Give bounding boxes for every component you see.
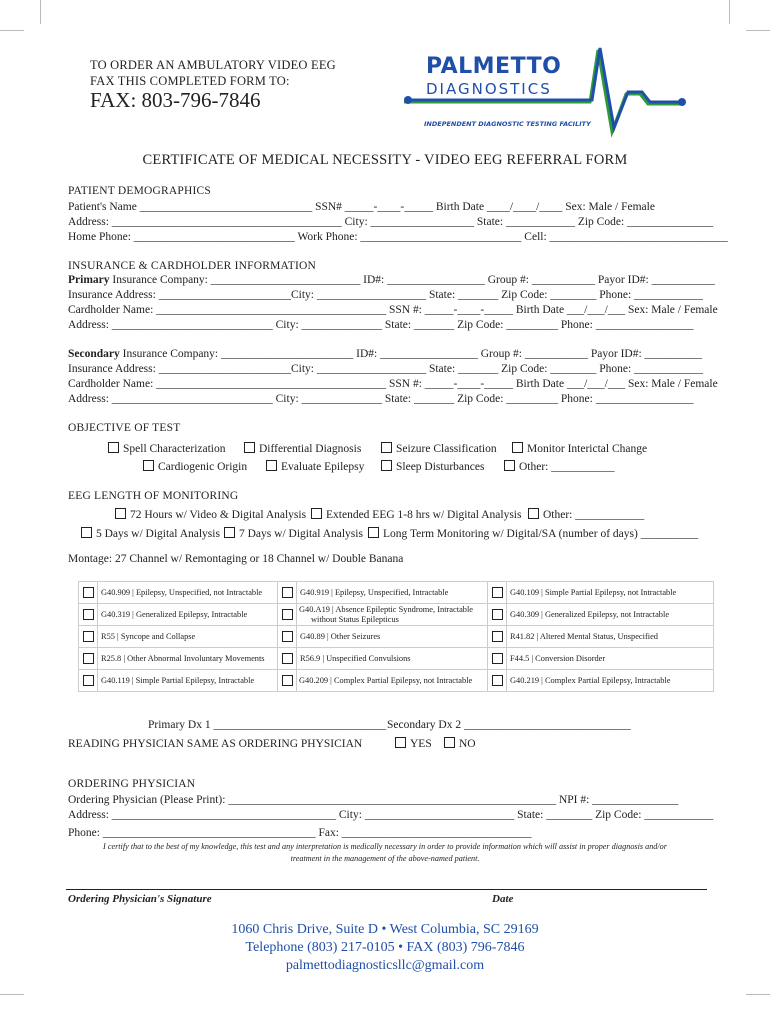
ordering-section-heading: ORDERING PHYSICIAN bbox=[68, 778, 196, 790]
length-7day-label: 7 Days w/ Digital Analysis bbox=[239, 528, 363, 540]
length-extended-checkbox[interactable] bbox=[311, 508, 521, 521]
objective-other-checkbox[interactable] bbox=[504, 460, 615, 473]
footer-address: 1060 Chris Drive, Suite D • West Columbia, SC 29169 bbox=[231, 922, 539, 937]
code-cell: G40.219 | Complex Partial Epilepsy, Intractable bbox=[507, 670, 714, 692]
diagnosis-code-table bbox=[78, 581, 714, 692]
checkbox[interactable] bbox=[83, 675, 94, 686]
checkbox[interactable] bbox=[282, 587, 293, 598]
code-cell: R56.9 | Unspecified Convulsions bbox=[297, 648, 488, 670]
checkbox[interactable] bbox=[282, 631, 293, 642]
code-cell: R41.82 | Altered Mental Status, Unspecified bbox=[507, 626, 714, 648]
crop-mark bbox=[0, 994, 24, 995]
checkbox[interactable] bbox=[282, 653, 293, 664]
objective-differential-label: Differential Diagnosis bbox=[259, 443, 362, 455]
length-other-checkbox[interactable] bbox=[528, 508, 644, 521]
primary-dx-field[interactable]: Primary Dx 1 ______________________________ bbox=[148, 719, 386, 731]
checkbox[interactable] bbox=[528, 508, 539, 519]
fax-number: FAX: 803-796-7846 bbox=[90, 88, 261, 112]
reading-physician-question: READING PHYSICIAN SAME AS ORDERING PHYSICIAN bbox=[68, 738, 363, 750]
patient-line-address[interactable]: Address: ________________________________________ City: __________________ State: ____________ Zip Code: _______________ bbox=[68, 216, 714, 228]
patient-line-name[interactable]: Patient's Name ______________________________ SSN# _____-____-_____ Birth Date ____/____/____ Sex: Male / Female bbox=[68, 201, 655, 213]
reading-yes-checkbox[interactable] bbox=[395, 737, 432, 750]
code-cell: G40.909 | Epilepsy, Unspecified, not Intractable bbox=[98, 582, 278, 604]
checkbox[interactable] bbox=[266, 460, 277, 471]
code-cell: G40.89 | Other Seizures bbox=[297, 626, 488, 648]
crop-mark bbox=[746, 994, 770, 995]
date-label: Date bbox=[492, 893, 514, 905]
objective-cardiogenic-checkbox[interactable] bbox=[143, 460, 247, 473]
objective-seizure-checkbox[interactable] bbox=[381, 442, 497, 455]
patient-line-phone[interactable]: Home Phone: ____________________________ Work Phone: ____________________________ Cell: _______________________________ bbox=[68, 231, 728, 243]
objective-spell-label: Spell Characterization bbox=[123, 443, 226, 455]
code-cell: R55 | Syncope and Collapse bbox=[98, 626, 278, 648]
objective-other-label: Other: ___________ bbox=[519, 461, 615, 473]
crop-mark bbox=[746, 30, 770, 31]
primary-cardholder-line[interactable]: Cardholder Name: ________________________________________ SSN #: _____-____-_____ Birth Date ___/___/___ Sex: Male / Female bbox=[68, 304, 718, 316]
objective-interictal-label: Monitor Interictal Change bbox=[527, 443, 648, 455]
crop-mark bbox=[729, 0, 730, 24]
checkbox[interactable] bbox=[83, 587, 94, 598]
primary-insurance-fields[interactable]: Insurance Company: __________________________ ID#: _________________ Group #: ___________ Payor ID#: ___________ bbox=[109, 274, 715, 286]
crop-mark bbox=[0, 30, 24, 31]
primary-insurance-line[interactable] bbox=[68, 274, 715, 286]
checkbox[interactable] bbox=[115, 508, 126, 519]
checkbox[interactable] bbox=[504, 460, 515, 471]
no-label: NO bbox=[459, 738, 476, 750]
ordering-phone-line[interactable]: Phone: _____________________________________ Fax: _________________________________ bbox=[68, 827, 532, 839]
patient-section-heading: PATIENT DEMOGRAPHICS bbox=[68, 185, 211, 197]
checkbox[interactable] bbox=[512, 442, 523, 453]
secondary-label: Secondary bbox=[68, 348, 120, 360]
insurance-section-heading: INSURANCE & CARDHOLDER INFORMATION bbox=[68, 260, 316, 272]
palmetto-logo bbox=[400, 40, 690, 140]
primary-insurance-address[interactable]: Insurance Address: _______________________City: ___________________ State: _______ Zip Code: ________ Phone: ____________ bbox=[68, 289, 704, 301]
objective-interictal-checkbox[interactable] bbox=[512, 442, 647, 455]
objective-seizure-label: Seizure Classification bbox=[396, 443, 497, 455]
code-cell: F44.5 | Conversion Disorder bbox=[507, 648, 714, 670]
checkbox[interactable] bbox=[395, 737, 406, 748]
secondary-cardholder-line[interactable]: Cardholder Name: ________________________________________ SSN #: _____-____-_____ Birth Date ___/___/___ Sex: Male / Female bbox=[68, 378, 718, 390]
yes-label: YES bbox=[410, 738, 432, 750]
checkbox[interactable] bbox=[444, 737, 455, 748]
objective-sleep-checkbox[interactable] bbox=[381, 460, 484, 473]
secondary-cardholder-address[interactable]: Address: ____________________________ City: ______________ State: _______ Zip Code: _________ Phone: _________________ bbox=[68, 393, 694, 405]
reading-no-checkbox[interactable] bbox=[444, 737, 476, 750]
secondary-insurance-address[interactable]: Insurance Address: _______________________City: ___________________ State: _______ Zip Code: ________ Phone: ____________ bbox=[68, 363, 704, 375]
secondary-dx-field[interactable]: Secondary Dx 2 _____________________________ bbox=[387, 719, 631, 731]
signature-label: Ordering Physician's Signature bbox=[68, 893, 212, 905]
objective-epilepsy-label: Evaluate Epilepsy bbox=[281, 461, 365, 473]
signature-line[interactable] bbox=[66, 889, 707, 890]
secondary-insurance-line[interactable] bbox=[68, 348, 702, 360]
table-row bbox=[79, 604, 714, 626]
checkbox[interactable] bbox=[311, 508, 322, 519]
primary-label: Primary bbox=[68, 274, 110, 286]
code-cell: G40.319 | Generalized Epilepsy, Intractable bbox=[98, 604, 278, 626]
certification-line1: I certify that to the best of my knowledge, this test and any interpretation is medically necessary in order to provide information which will assist in proper diagnosis and/or bbox=[103, 842, 667, 851]
length-72h-label: 72 Hours w/ Video & Digital Analysis bbox=[130, 509, 307, 521]
objective-section-heading: OBJECTIVE OF TEST bbox=[68, 422, 181, 434]
checkbox[interactable] bbox=[244, 442, 255, 453]
secondary-insurance-fields[interactable]: Insurance Company: _______________________ ID#: _________________ Group #: ___________ Payor ID#: __________ bbox=[119, 348, 703, 360]
code-cell: G40.119 | Simple Partial Epilepsy, Intractable bbox=[98, 670, 278, 692]
certification-line2: treatment in the management of the above-named patient. bbox=[290, 854, 480, 863]
checkbox[interactable] bbox=[83, 653, 94, 664]
checkbox[interactable] bbox=[381, 442, 392, 453]
checkbox[interactable] bbox=[83, 609, 94, 620]
code-cell: G40.A19 | Absence Epileptic Syndrome, Intractable without Status Epilepticus bbox=[297, 604, 488, 626]
form-title: CERTIFICATE OF MEDICAL NECESSITY - VIDEO EEG REFERRAL FORM bbox=[142, 152, 628, 168]
footer-email[interactable]: palmettodiagnosticsllc@gmail.com bbox=[285, 958, 485, 973]
crop-mark bbox=[40, 0, 41, 24]
order-instruction-line1: TO ORDER AN AMBULATORY VIDEO EEG bbox=[90, 58, 336, 72]
code-cell: R25.8 | Other Abnormal Involuntary Movements bbox=[98, 648, 278, 670]
code-cell: G40.919 | Epilepsy, Unspecified, Intractable bbox=[297, 582, 488, 604]
checkbox[interactable] bbox=[143, 460, 154, 471]
objective-cardiogenic-label: Cardiogenic Origin bbox=[158, 461, 248, 473]
order-instruction-line2: FAX THIS COMPLETED FORM TO: bbox=[90, 74, 290, 88]
length-long-term-label: Long Term Monitoring w/ Digital/SA (number of days) __________ bbox=[383, 528, 699, 540]
checkbox[interactable] bbox=[282, 609, 293, 620]
length-7day-checkbox[interactable] bbox=[224, 527, 363, 540]
length-72h-checkbox[interactable] bbox=[115, 508, 306, 521]
checkbox[interactable] bbox=[81, 527, 92, 538]
checkbox[interactable] bbox=[282, 675, 293, 686]
logo-name: PALMETTO bbox=[426, 54, 562, 79]
ordering-address-line[interactable]: Address: _______________________________________ City: __________________________ State: ________ Zip Code: ____________ bbox=[68, 809, 714, 821]
objective-sleep-label: Sleep Disturbances bbox=[396, 461, 485, 473]
table-row bbox=[79, 626, 714, 648]
objective-epilepsy-checkbox[interactable] bbox=[266, 460, 364, 473]
checkbox[interactable] bbox=[492, 609, 503, 620]
objective-spell-checkbox[interactable] bbox=[108, 442, 226, 455]
length-other-label: Other: ____________ bbox=[543, 509, 645, 521]
code-cell: G40.109 | Simple Partial Epilepsy, not Intractable bbox=[507, 582, 714, 604]
table-row bbox=[79, 582, 714, 604]
checkbox[interactable] bbox=[381, 460, 392, 471]
objective-differential-checkbox[interactable] bbox=[244, 442, 361, 455]
logo-tagline: INDEPENDENT DIAGNOSTIC TESTING FACILITY bbox=[424, 120, 591, 128]
primary-cardholder-address[interactable]: Address: ____________________________ City: ______________ State: _______ Zip Code: _________ Phone: _________________ bbox=[68, 319, 694, 331]
checkbox[interactable] bbox=[224, 527, 235, 538]
length-5day-label: 5 Days w/ Digital Analysis bbox=[96, 528, 220, 540]
ordering-physician-line[interactable]: Ordering Physician (Please Print): _________________________________________________________ NPI #: _______________ bbox=[68, 794, 679, 806]
montage-note: Montage: 27 Channel w/ Remontaging or 18 Channel w/ Double Banana bbox=[68, 553, 404, 565]
length-section-heading: EEG LENGTH OF MONITORING bbox=[68, 490, 239, 502]
code-cell: G40.209 | Complex Partial Epilepsy, not Intractable bbox=[297, 670, 488, 692]
table-row bbox=[79, 670, 714, 692]
footer-phone: Telephone (803) 217-0105 • FAX (803) 796-7846 bbox=[245, 940, 525, 955]
length-5day-checkbox[interactable] bbox=[81, 527, 220, 540]
length-long-term-checkbox[interactable] bbox=[368, 527, 698, 540]
checkbox[interactable] bbox=[108, 442, 119, 453]
logo-subname: DIAGNOSTICS bbox=[426, 80, 552, 98]
code-cell: G40.309 | Generalized Epilepsy, not Intractable bbox=[507, 604, 714, 626]
checkbox[interactable] bbox=[492, 675, 503, 686]
checkbox[interactable] bbox=[368, 527, 379, 538]
table-row bbox=[79, 648, 714, 670]
checkbox[interactable] bbox=[492, 631, 503, 642]
checkbox[interactable] bbox=[83, 631, 94, 642]
length-extended-label: Extended EEG 1-8 hrs w/ Digital Analysis bbox=[326, 509, 522, 521]
checkbox[interactable] bbox=[492, 587, 503, 598]
checkbox[interactable] bbox=[492, 653, 503, 664]
